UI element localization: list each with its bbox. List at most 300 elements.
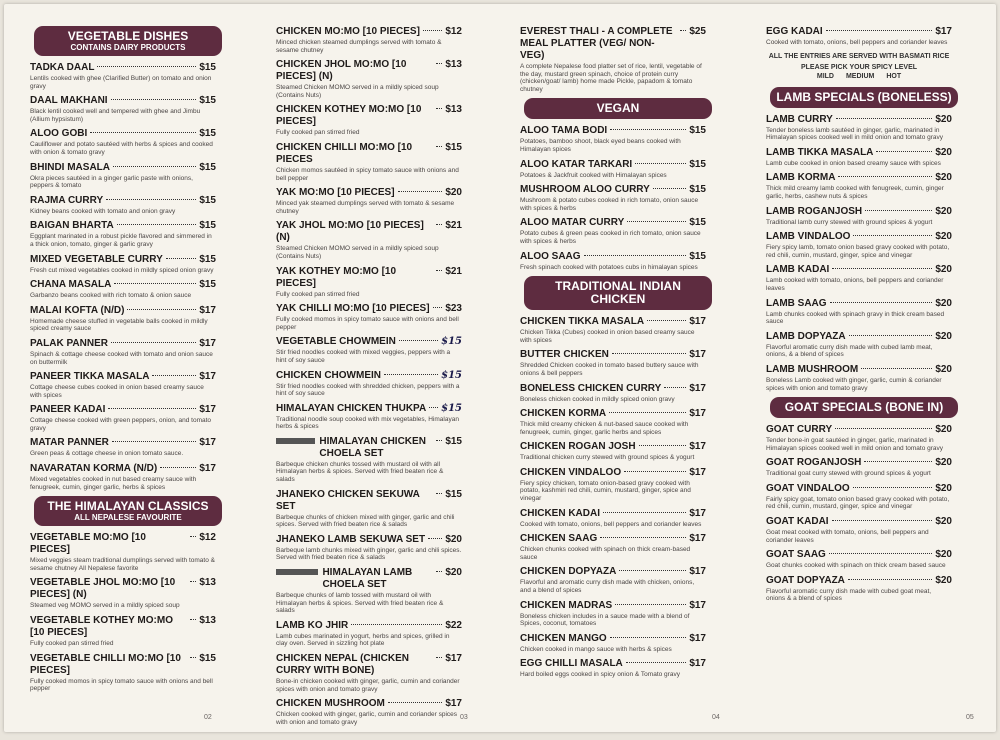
menu-item [276, 653, 462, 693]
menu-item-price: $17 [689, 466, 706, 478]
menu-item-description: Potatoes & Jackfruit cooked with Himalayan spices [520, 171, 667, 179]
menu-item-name: CHICKEN JHOL MO:MO [10 PIECES] (N) [276, 59, 407, 83]
menu-item-price: $25 [689, 26, 706, 37]
menu-item-description: Flavorful aromatic curry dish made with cubed lamb meat, onions, & a blend of spices [766, 343, 933, 359]
menu-item-price: $20 [935, 457, 952, 469]
menu-item-price: $20 [445, 567, 462, 579]
menu-item [520, 633, 706, 654]
dot-leader [826, 30, 933, 31]
menu-item-row [766, 172, 952, 184]
menu-item-name: CHICKEN CHOWMEIN [276, 369, 381, 381]
menu-item-description: Flavorful aromatic curry dish made with cubed goat meat, onions & a blend of spices [766, 587, 932, 603]
menu-column-4 [766, 26, 952, 608]
menu-item [520, 184, 706, 212]
menu-item [766, 114, 952, 142]
menu-item-description: Cooked with tomato, onions, bell peppers and coriander leaves [766, 39, 948, 46]
menu-item-price: $20 [445, 187, 462, 199]
menu-item-row [276, 403, 462, 415]
menu-item [520, 349, 706, 377]
menu-item-price: $13 [199, 615, 216, 627]
dot-leader [127, 309, 196, 310]
menu-item-row [520, 217, 706, 229]
spicy-level-option: MILD [816, 72, 834, 80]
menu-item-name: CHANA MASALA [30, 279, 112, 291]
menu-item-price: $15 [689, 158, 706, 170]
menu-item-description: Steamed Chicken MOMO served in a mildly spiced soup (Contains Nuts) [276, 84, 439, 99]
menu-item-row [276, 489, 462, 513]
dot-leader [190, 536, 196, 537]
menu-item-description: Shredded Chicken cooked in tomato based buttery sauce with onions & bell peppers [520, 362, 699, 377]
menu-item-name: CHICKEN ROGAN JOSH [520, 441, 636, 453]
menu-item-name: CHICKEN MUSHROOM [276, 698, 385, 710]
menu-item-row [766, 457, 952, 469]
menu-item-row [30, 128, 216, 140]
dot-leader [190, 581, 196, 582]
menu-item-price: $17 [445, 698, 462, 710]
dot-leader [351, 624, 442, 625]
menu-item [766, 549, 952, 570]
menu-item-description: Fully cooked pan stirred fried [30, 640, 114, 648]
menu-item-row [30, 62, 216, 74]
menu-item-row [520, 349, 706, 361]
menu-item-price: $20 [935, 363, 952, 375]
menu-item-price: $20 [935, 146, 952, 158]
menu-item [520, 26, 706, 93]
menu-item-description: Lamb chunks cooked with spinach gravy in thick cream based sauce [766, 310, 945, 326]
menu-item-price: $15 [689, 250, 706, 262]
spicy-level-options [766, 72, 952, 81]
menu-item-row [766, 424, 952, 436]
menu-item-name: CHICKEN MADRAS [520, 599, 613, 611]
section-subtitle: ALL NEPALESE FAVOURITE [74, 513, 182, 523]
menu-item [276, 59, 462, 99]
menu-sheet [4, 4, 996, 732]
page-number: 04 [712, 714, 720, 721]
menu-item [276, 142, 462, 182]
dot-leader [190, 619, 196, 620]
menu-item [520, 658, 706, 679]
menu-item-row [766, 549, 952, 561]
menu-item-price: $13 [445, 59, 462, 71]
basmati-note: ALL THE ENTRIES ARE SERVED WITH BASMATI RICE [768, 52, 950, 60]
menu-item [766, 483, 952, 511]
menu-item-row [766, 483, 952, 495]
dot-leader [627, 221, 686, 222]
menu-item-row [276, 436, 462, 460]
menu-item-name: VEGETABLE CHOWMEIN [276, 336, 396, 348]
menu-item-description: Fairly spicy goat, tomato onion based gravy cooked with potato, red chili, cumin, mustard, ginger, spice and vinegar [766, 495, 950, 511]
menu-item-price: $20 [935, 482, 952, 494]
menu-item-name: EGG CHILLI MASALA [520, 658, 623, 670]
section-banner [770, 87, 958, 108]
menu-item-description: Mixed veggies steam traditional dumplings served with tomato & sesame chutney All Nepalese favorite [30, 557, 215, 572]
menu-item [30, 62, 216, 90]
menu-item [30, 95, 216, 123]
menu-item-price: $13 [199, 577, 216, 589]
menu-item-row [30, 254, 216, 266]
menu-item-row [520, 441, 706, 453]
menu-item-row [30, 532, 216, 556]
dot-leader [639, 445, 687, 446]
menu-item-description: Goat meat cooked with tomato, onions, bell peppers and coriander leaves [766, 529, 929, 544]
menu-item-name: ALOO MATAR CURRY [520, 217, 625, 229]
menu-item-description: Cottage cheese cooked with green peppers, onion, and tomato gravy [30, 417, 212, 432]
menu-item-name: NAVARATAN KORMA (N/D) [30, 463, 158, 475]
menu-item [520, 467, 706, 503]
menu-item-price: $15 [689, 125, 706, 137]
menu-item-description: Stir fried noodles cooked with mixed veggies, peppers with a hint of soy sauce [276, 349, 451, 364]
menu-item [520, 600, 706, 628]
dot-leader [829, 553, 932, 554]
menu-item-description: Potatoes, bamboo shoot, black eyed beans cooked with Himalayan spices [520, 138, 681, 153]
menu-item-description: Kidney beans cooked with tomato and onion gravy [30, 207, 176, 215]
menu-item [766, 331, 952, 359]
dot-leader [436, 63, 442, 64]
dot-leader [861, 368, 932, 369]
menu-item-description: Mushroom & potato cubes cooked in rich tomato, onion sauce with spices & herbs [520, 197, 699, 212]
menu-item-row [276, 620, 462, 632]
menu-column-3 [520, 26, 706, 684]
menu-item-name: LAMB ROGANJOSH [766, 205, 863, 217]
menu-item-row [520, 467, 706, 479]
dot-leader [399, 340, 438, 341]
redaction-mark [276, 569, 318, 575]
menu-item-description: Lamb cooked with tomato, onions, bell peppers and coriander leaves [766, 277, 944, 292]
menu-item-name: LAMB KORMA [766, 172, 836, 184]
menu-item-price: $15 [199, 62, 216, 73]
menu-item-name: CHICKEN MO:MO [10 PIECES] [276, 26, 420, 37]
menu-item-description: Barbeque lamb chunks mixed with ginger, garlic and chili spices. Served with fried beaten rice & salads [276, 546, 462, 562]
menu-item-row [520, 658, 706, 670]
menu-item-price: $17 [689, 441, 706, 453]
menu-item-name: PALAK PANNER [30, 337, 108, 349]
menu-item-row [276, 303, 462, 315]
menu-item-name: LAMB KO JHIR [276, 619, 349, 631]
menu-item-name: GOAT SAAG [766, 549, 826, 561]
menu-item-row [276, 142, 462, 166]
menu-item-price: $17 [689, 408, 706, 420]
menu-item-price: $17 [689, 599, 706, 611]
dot-leader [117, 224, 197, 225]
dot-leader [615, 604, 686, 605]
dot-leader [108, 408, 196, 409]
menu-item [766, 172, 952, 200]
menu-item-row [766, 516, 952, 528]
dot-leader [612, 353, 686, 354]
menu-item [766, 575, 952, 603]
section-title: VEGETABLE DISHES [67, 29, 189, 43]
menu-item-row [30, 279, 216, 291]
menu-item [520, 125, 706, 153]
dot-leader [106, 199, 196, 200]
dot-leader [610, 129, 686, 130]
menu-item-row [520, 508, 706, 520]
menu-item-row [276, 104, 462, 128]
dot-leader [428, 538, 442, 539]
menu-item-name: MALAI KOFTA (N/D) [30, 304, 125, 316]
dot-leader [436, 657, 442, 658]
menu-item-description: Traditional lamb curry stewed with ground spices & yogurt [766, 218, 933, 226]
menu-item-description: Goat chunks cooked with spinach on thick cream based sauce [766, 562, 946, 570]
menu-item-description: Spinach & cottage cheese cooked with tomato and onion sauce on buttermilk [30, 350, 213, 366]
menu-item-price: $15 [199, 253, 216, 265]
menu-item-description: Fresh cut mixed vegetables cooked in mildly spiced onion gravy [30, 266, 214, 274]
menu-item-name: HIMALAYAN LAMB CHOELA SET [322, 567, 413, 591]
menu-item [766, 364, 952, 392]
dot-leader [664, 387, 686, 388]
spicy-level-option: MEDIUM [845, 72, 875, 80]
menu-item-description: Barbeque chicken chunks tossed with mustard oil with all Himalayan herbs & spices. Served with fried beaten rice & salads [276, 460, 444, 484]
menu-item-description: Fully cooked momos in spicy tomato sauce with onions and bell pepper [276, 316, 459, 331]
menu-item-description: Tender bone-in goat sautéed in ginger, garlic, marinated in Himalayan spices cooked well in mild onion and tomato gravy [766, 437, 944, 452]
menu-item-price: $17 [199, 337, 216, 349]
dot-leader [152, 375, 196, 376]
menu-item [766, 457, 952, 478]
menu-item [276, 436, 462, 484]
menu-item [766, 26, 952, 47]
menu-item [30, 220, 216, 248]
menu-item-name: PANEER KADAI [30, 404, 106, 416]
dot-leader [90, 132, 196, 133]
dot-leader [876, 151, 932, 152]
menu-item [30, 254, 216, 275]
menu-item-name: GOAT KADAI [766, 516, 829, 528]
menu-item-row [30, 463, 216, 475]
menu-item [520, 316, 706, 344]
menu-item-row [276, 187, 462, 199]
menu-item-name: LAMB CURRY [766, 113, 833, 125]
menu-item-row [276, 534, 462, 546]
menu-item-row [520, 184, 706, 196]
menu-item-row [766, 364, 952, 376]
menu-item-price: $17 [689, 349, 706, 361]
menu-item [520, 533, 706, 561]
dot-leader [624, 471, 686, 472]
menu-item-description: Boneless chicken includes in a sauce made with a blend of Spices, coconut, tomatoes [520, 612, 690, 628]
section-title: GOAT SPECIALS (BONE IN) [784, 400, 944, 415]
menu-item-price: $17 [199, 304, 216, 316]
menu-item-description: Cottage cheese cubes cooked in onion based creamy sauce with spices [30, 384, 204, 399]
menu-item [30, 195, 216, 216]
menu-item-description: Minced yak steamed dumplings served with tomato & sesame chutney [276, 200, 455, 215]
dot-leader [166, 258, 197, 259]
menu-item-price: $15 [199, 194, 216, 206]
dot-leader [433, 307, 443, 308]
page-number: 03 [460, 714, 468, 721]
menu-item-row [520, 159, 706, 171]
menu-item-name: LAMB DOPYAZA [766, 330, 846, 342]
dot-leader [635, 163, 686, 164]
menu-item-name: VEGETABLE KOTHEY MO:MO [10 PIECES] [30, 615, 173, 639]
menu-item-row [766, 206, 952, 218]
menu-item [520, 408, 706, 436]
menu-item-name: LAMB KADAI [766, 264, 830, 276]
menu-item-price: $13 [445, 104, 462, 116]
dot-leader [190, 657, 196, 658]
menu-item [276, 26, 462, 54]
dot-leader [626, 662, 687, 663]
menu-item-row [30, 162, 216, 174]
menu-item-name: EVEREST THALI - A COMPLETE MEAL PLATTER (VEG/ NON-VEG) [520, 26, 673, 61]
section-subtitle: CONTAINS DAIRY PRODUCTS [70, 43, 186, 52]
menu-item-name: JHANEKO CHICKEN SEKUWA SET [276, 488, 420, 512]
menu-item [276, 620, 462, 648]
menu-item-price: $20 [935, 424, 952, 436]
menu-item-name: CHICKEN KOTHEY MO:MO [10 PIECES] [276, 104, 422, 128]
menu-item-row [276, 698, 462, 710]
menu-item-description: Fully cooked pan stirred fried [276, 290, 360, 298]
dot-leader [680, 30, 686, 31]
menu-item-price: $20 [935, 172, 952, 184]
menu-item [520, 251, 706, 272]
menu-item-row [766, 231, 952, 243]
menu-item-price: $17 [445, 653, 462, 664]
menu-item-name: RAJMA CURRY [30, 194, 104, 206]
menu-item-row [30, 653, 216, 677]
menu-item-description: A complete Nepalese food platter set of rice, lentil, vegetable of the day, mustard green spinach, choice of protein curry (chicken/goat/ lamb) home made Pickle, papadom & tomato chutney [520, 63, 702, 93]
menu-item-description: Chicken Tikka (Cubes) cooked in onion based creamy sauce with spices [520, 329, 695, 344]
menu-item-name: DAAL MAKHANI [30, 95, 108, 107]
menu-item-name: PANEER TIKKA MASALA [30, 371, 150, 383]
menu-item-price: $17 [689, 533, 706, 545]
dot-leader [112, 441, 196, 442]
menu-item-description: Minced chicken steamed dumplings served with tomato & sesame chutney [276, 39, 442, 54]
dot-leader [864, 461, 932, 462]
menu-item-row [30, 95, 216, 107]
menu-item [30, 162, 216, 190]
menu-item-description: Boneless Lamb cooked with ginger, garlic, cumin & coriander spices with onion and tomato gravy [766, 376, 942, 392]
menu-item-description: Fiery spicy chicken, tomato onion-based gravy cooked with potato, kashmiri red chili, cumin, mustard, ginger, spice and vinegar [520, 479, 691, 503]
menu-item-price: $15 [199, 95, 216, 107]
dot-leader [436, 146, 442, 147]
menu-item [30, 653, 216, 693]
menu-item [276, 220, 462, 260]
spicy-level-picker [766, 63, 952, 81]
menu-item [766, 424, 952, 452]
menu-item-row [30, 220, 216, 232]
dot-leader [600, 537, 686, 538]
dot-leader [609, 412, 686, 413]
dot-leader [111, 342, 196, 343]
menu-item-price: $15 [689, 217, 706, 229]
menu-column-2 [276, 26, 462, 731]
menu-item-name: MATAR PANNER [30, 437, 109, 449]
menu-item-name: YAK JHOL MO:MO [10 PIECES] (N) [276, 220, 424, 244]
menu-item [30, 437, 216, 458]
menu-item-row [766, 298, 952, 310]
menu-item-price: $15 [445, 435, 462, 447]
page-number: 02 [204, 714, 212, 721]
dot-leader [97, 66, 196, 67]
menu-item [766, 516, 952, 544]
menu-item-row [276, 653, 462, 677]
menu-item-row [520, 533, 706, 545]
menu-item-description: Fresh spinach cooked with potatoes cubs in himalayan spices [520, 263, 698, 271]
menu-item [30, 615, 216, 648]
menu-item-price: $17 [199, 437, 216, 449]
menu-item [766, 264, 952, 292]
menu-item-price: $20 [935, 330, 952, 342]
menu-item-row [520, 408, 706, 420]
menu-item [30, 371, 216, 399]
menu-item-price: $20 [935, 231, 952, 243]
menu-item-row [766, 575, 952, 587]
menu-item-description: Eggplant marinated in a robust pickle flavored and simmered in a thick onion, tomato, ginger & garlic gravy [30, 233, 212, 248]
menu-item-row [276, 266, 462, 290]
section-title: THE HIMALAYAN CLASSICS [47, 499, 209, 514]
menu-item-row [276, 370, 462, 382]
menu-item [520, 508, 706, 529]
section-banner [770, 397, 958, 418]
menu-item-row [30, 577, 216, 601]
spicy-level-title: PLEASE PICK YOUR SPICY LEVEL [800, 63, 918, 71]
dot-leader [832, 520, 933, 521]
menu-item-price: $20 [445, 533, 462, 545]
menu-item-price: $20 [935, 297, 952, 309]
menu-item [276, 567, 462, 615]
menu-item [766, 206, 952, 227]
menu-item-name: BUTTER CHICKEN [520, 349, 609, 361]
menu-item-description: Traditional chicken curry stewed with ground spices & yogurt [520, 454, 695, 462]
menu-item [30, 305, 216, 333]
dot-leader [436, 270, 442, 271]
dot-leader [865, 210, 932, 211]
menu-item-price: $15 [441, 336, 462, 348]
menu-item [766, 231, 952, 259]
menu-item-name: GOAT VINDALOO [766, 482, 850, 494]
dot-leader [647, 320, 686, 321]
dot-leader [384, 374, 438, 375]
menu-item-row [30, 305, 216, 317]
menu-item-description: Steamed Chicken MOMO served in a mildly spiced soup (Contains Nuts) [276, 245, 439, 260]
menu-item-name: VEGETABLE JHOL MO:MO [10 PIECES] (N) [30, 577, 176, 601]
menu-item-name: YAK CHILLI MO:MO [10 PIECES] [276, 303, 430, 315]
menu-item-description: Barbeque chunks of chicken mixed with ginger, garlic and chili spices. Served with fried beaten rice & salads [276, 513, 455, 529]
menu-item-price: $21 [445, 220, 462, 232]
dot-leader [111, 99, 197, 100]
menu-item [766, 298, 952, 326]
menu-item-row [520, 125, 706, 137]
menu-item-name: GOAT CURRY [766, 424, 833, 436]
dot-leader [835, 428, 932, 429]
menu-item [520, 383, 706, 404]
menu-item-description: Green peas & cottage cheese in onion tomato sauce. [30, 450, 184, 458]
menu-item [520, 217, 706, 245]
dot-leader [160, 467, 196, 468]
section-banner [34, 496, 222, 526]
menu-item-description: Tender boneless lamb sautéed in ginger, garlic, marinated in Himalayan spices cooked well in mild onion and tomato gravy [766, 126, 944, 142]
menu-item [276, 698, 462, 726]
menu-item-price: $21 [445, 265, 462, 277]
menu-item [276, 104, 462, 137]
menu-item [276, 489, 462, 529]
menu-item-name: GOAT ROGANJOSH [766, 457, 862, 469]
menu-item-row [520, 251, 706, 263]
menu-item-row [766, 114, 952, 126]
menu-item-row [276, 26, 462, 38]
section-banner [34, 26, 222, 56]
menu-item-name: BAIGAN BHARTA [30, 220, 114, 232]
menu-item-name: ALOO KATAR TARKARI [520, 158, 633, 170]
menu-item-price: $17 [199, 463, 216, 475]
menu-item-description: Okra pieces sautéed in a ginger garlic paste with onions, peppers & tomato [30, 174, 193, 190]
menu-item-price: $15 [199, 220, 216, 232]
menu-item-row [30, 437, 216, 449]
dot-leader [619, 570, 686, 571]
menu-item-description: Traditional goat curry stewed with ground spices & yogurt [766, 470, 931, 478]
menu-item-row [520, 600, 706, 612]
menu-item-name: CHICKEN NEPAL (CHICKEN CURRY WITH BONE) [276, 653, 409, 676]
